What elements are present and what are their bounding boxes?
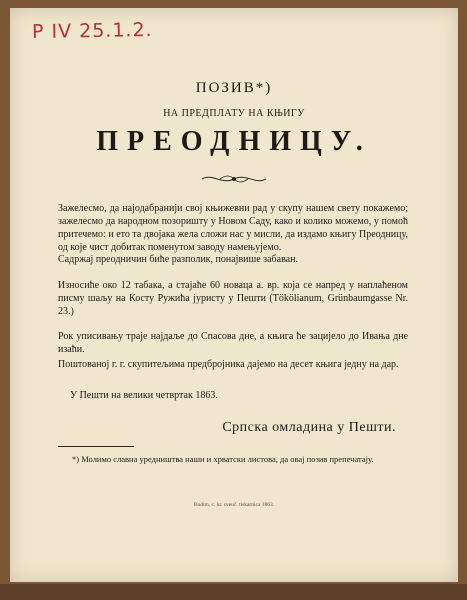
printer-imprint: Budim, c. kr. sveuč. tiskarnica 1863. [193, 502, 275, 508]
document-subtitle: НА ПРЕДПЛАТУ НА КЊИГУ [163, 108, 305, 119]
archive-mark: P IV 25.1.2. [31, 18, 153, 44]
body-paragraph: Износиће око 12 табака, а стајаће 60 новаца а. вр. која се напред у наплаћеном писму шаљу на Косту Ружића јуристу у Пешти (Tökölianum, Grünbaumgasse Nr. 23.) [58, 280, 408, 317]
board-bottom-edge [0, 584, 467, 600]
place-date: У Пешти на велики четвртак 1863. [70, 390, 218, 401]
body-paragraph: Поштованој г. г. скупитељима предбројника дајемо на десет књига једну на дар. [58, 359, 399, 370]
document-title: ПОЗИВ*) [195, 80, 273, 96]
document-page [10, 8, 458, 582]
body-paragraph: Садржај преодничин биће разполик, понајвише забаван. [58, 254, 298, 265]
signature: Српска омладина у Пешти. [222, 420, 396, 435]
footnote: *) Молимо славна уредништва наши и хрватски листова, да овај позив препечатају. [72, 454, 374, 464]
book-title: ПРЕОДНИЦУ. [96, 126, 372, 157]
footnote-divider [58, 446, 134, 447]
body-paragraph: Зажелесмо, да најодабранији свој књижевни рад у скупу нашем свету покажемо; зажелесмо да народном позоришту у Новом Саду, како и колико можемо, у помоћ притечемо: и ето та двојака жела сложи нас у мисли, да издамо књигу Преодницу, од које чист добитак поменутом заводу намењујемо. [58, 203, 408, 253]
ornament-divider-icon [200, 172, 268, 186]
body-paragraph: Рок уписивању траје најдаље до Спасова дне, а књига ће зацијело до Ивања дне изаћи. [58, 331, 408, 355]
